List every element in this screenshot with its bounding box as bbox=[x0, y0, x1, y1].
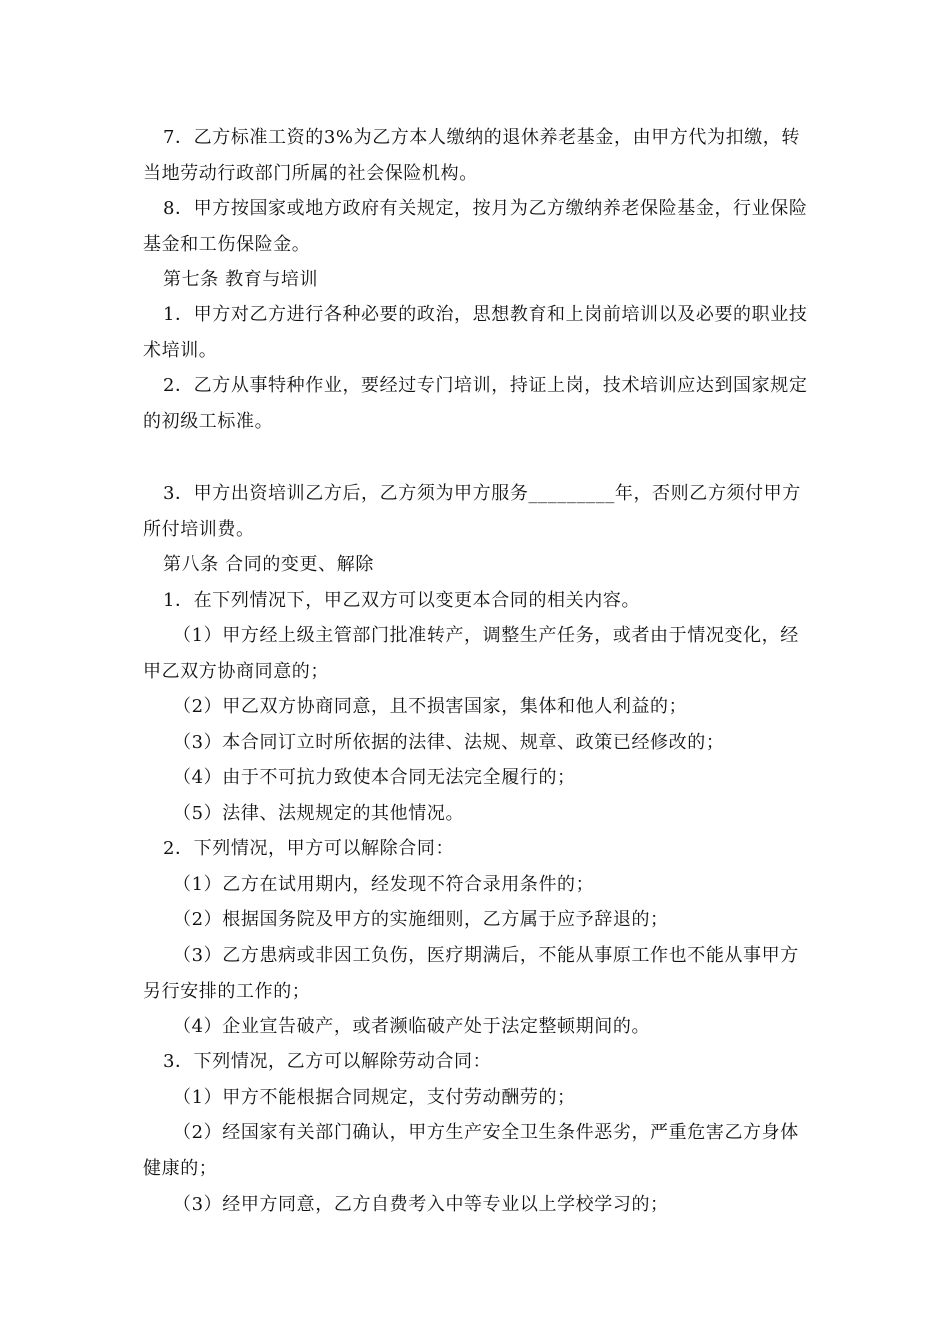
paragraph: 7．乙方标准工资的3%为乙方本人缴纳的退休养老基金，由甲方代为扣缴，转当地劳动行政部门所属的社会保险机构。 bbox=[143, 127, 801, 184]
list-item: （3）乙方患病或非因工负伤，医疗期满后，不能从事原工作也不能从事甲方另行安排的工作的； bbox=[143, 945, 799, 1002]
paragraph: 3．甲方出资培训乙方后，乙方须为甲方服务_________年，否则乙方须付甲方所付培训费。 bbox=[143, 483, 801, 540]
paragraph: 8．甲方按国家或地方政府有关规定，按月为乙方缴纳养老保险基金，行业保险基金和工伤保险金。 bbox=[143, 198, 808, 255]
list-item: （2）甲乙双方协商同意，且不损害国家，集体和他人利益的； bbox=[173, 696, 688, 717]
list-item: （1）乙方在试用期内，经发现不符合录用条件的； bbox=[173, 874, 595, 895]
article-heading: 第七条 教育与培训 bbox=[163, 269, 319, 290]
list-item: （3）经甲方同意，乙方自费考入中等专业以上学校学习的； bbox=[173, 1194, 669, 1215]
list-item: （4）企业宣告破产，或者濒临破产处于法定整顿期间的。 bbox=[173, 1016, 651, 1037]
paragraph: 3．下列情况，乙方可以解除劳动合同： bbox=[163, 1051, 492, 1072]
list-item: （1）甲方经上级主管部门批准转产，调整生产任务，或者由于情况变化，经甲乙双方协商同意的； bbox=[143, 625, 799, 682]
list-item: （3）本合同订立时所依据的法律、法规、规章、政策已经修改的； bbox=[173, 732, 725, 753]
article-heading: 第八条 合同的变更、解除 bbox=[163, 554, 374, 575]
list-item: （2）根据国务院及甲方的实施细则，乙方属于应予辞退的； bbox=[173, 909, 669, 930]
list-item: （1）甲方不能根据合同规定，支付劳动酬劳的； bbox=[173, 1087, 576, 1108]
list-item: （2）经国家有关部门确认，甲方生产安全卫生条件恶劣，严重危害乙方身体健康的； bbox=[143, 1122, 799, 1179]
paragraph: 1．甲方对乙方进行各种必要的政治，思想教育和上岗前培训以及必要的职业技术培训。 bbox=[143, 304, 808, 361]
paragraph: 2．下列情况，甲方可以解除合同： bbox=[163, 838, 455, 859]
paragraph: 2．乙方从事特种作业，要经过专门培训，持证上岗，技术培训应达到国家规定的初级工标准。 bbox=[143, 375, 808, 432]
list-item: （5）法律、法规规定的其他情况。 bbox=[173, 803, 465, 824]
paragraph: 1．在下列情况下，甲乙双方可以变更本合同的相关内容。 bbox=[163, 590, 641, 611]
list-item: （4）由于不可抗力致使本合同无法完全履行的； bbox=[173, 767, 576, 788]
